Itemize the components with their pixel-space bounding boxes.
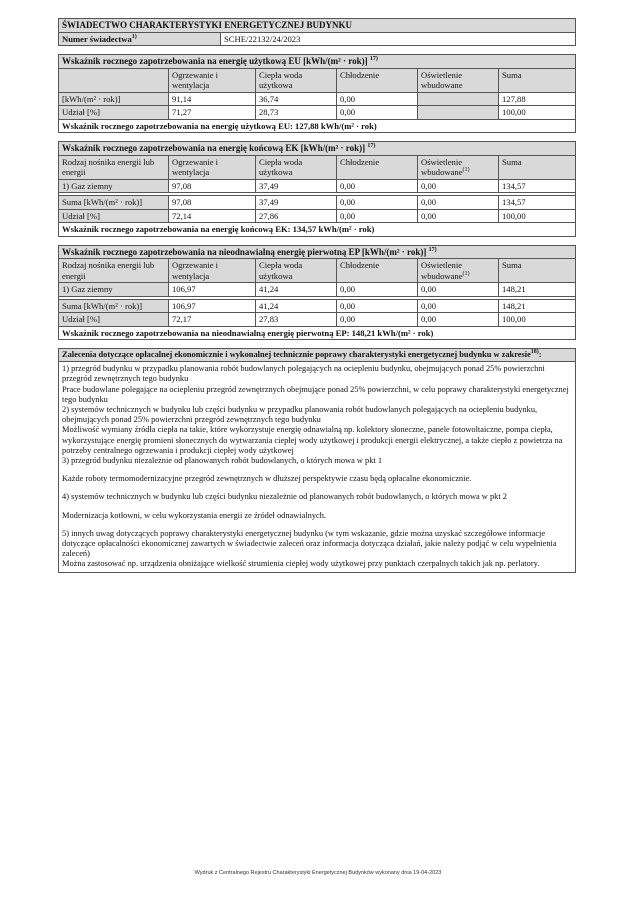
table-cell: 36,74 — [256, 92, 337, 106]
table-cell: Suma [kWh/(m² · rok)] — [59, 299, 169, 313]
ek-col-0: Rodzaj nośnika energii lub energii — [59, 155, 169, 179]
table-cell: 97,08 — [169, 179, 256, 193]
recommendations-body — [59, 362, 576, 572]
table-cell: 97,08 — [169, 196, 256, 210]
ek-summary: Wskaźnik rocznego zapotrzebowania na energię końcową EK: 134,57 kWh/(m² · rok) — [59, 223, 576, 237]
table-cell: 0,00 — [418, 299, 499, 313]
table-cell: 134,57 — [499, 179, 576, 193]
ek-row — [59, 179, 576, 193]
table-cell: 1) Gaz ziemny — [59, 283, 169, 297]
rec-item: Można zastosować np. urządzenia obniżające wielkość strumienia ciepłej wody użytkowej przy punktach czerpalnych takich jak np. perlatory. — [62, 559, 540, 569]
rec-item: 5) innych uwag dotyczących poprawy charakterystyki energetycznej budynku (w tym wskazanie, gdzie można uzyskać szczegółowe informacje dotyczące opłacalności ekonomicznej zawartych w świadectwie zaleceń oraz informacja dotycząca działań, jakie należy podjąć w celu wypełnienia zaleceń) — [62, 528, 557, 559]
table-cell: 71,27 — [169, 106, 256, 120]
document-title: ŚWIADECTWO CHARAKTERYSTYKI ENERGETYCZNEJ BUDYNKU — [59, 19, 576, 33]
ep-col-3: Chłodzenie — [337, 259, 418, 283]
table-cell: 0,00 — [337, 209, 418, 223]
ek-col-2: Ciepła woda użytkowa — [256, 155, 337, 179]
table-cell: 0,00 — [337, 179, 418, 193]
table-cell: 27,86 — [256, 209, 337, 223]
ek-table — [58, 141, 576, 237]
table-cell: 0,00 — [418, 196, 499, 210]
eu-summary: Wskaźnik rocznego zapotrzebowania na energię użytkową EU: 127,88 kWh/(m² · rok) — [59, 119, 576, 133]
table-cell: 134,57 — [499, 196, 576, 210]
table-cell: 127,88 — [499, 92, 576, 106]
ep-col-0: Rodzaj nośnika energii lub energii — [59, 259, 169, 283]
table-cell: 0,00 — [337, 313, 418, 327]
table-cell: 0,00 — [418, 283, 499, 297]
ek-row — [59, 209, 576, 223]
table-cell: 37,49 — [256, 179, 337, 193]
table-cell: 72,14 — [169, 209, 256, 223]
table-cell: 1) Gaz ziemny — [59, 179, 169, 193]
table-cell: 106,97 — [169, 283, 256, 297]
eu-table — [58, 54, 576, 133]
table-cell: 100,00 — [499, 106, 576, 120]
ek-header: Wskaźnik rocznego zapotrzebowania na energię końcową EK [kWh/(m² · rok)] $^{17)}$ — [59, 142, 576, 156]
cert-number-value: SCHE/22132/24/2023 — [221, 32, 576, 46]
table-cell: Suma [kWh/(m² · rok)] — [59, 196, 169, 210]
eu-col-3: Chłodzenie — [337, 68, 418, 92]
table-cell: 0,00 — [337, 196, 418, 210]
table-cell: 0,00 — [337, 283, 418, 297]
table-cell: 72,17 — [169, 313, 256, 327]
eu-col-4: Oświetlenie wbudowane — [418, 68, 499, 92]
table-cell: 28,73 — [256, 106, 337, 120]
table-cell: 100,00 — [499, 209, 576, 223]
table-cell: Udział [%] — [59, 209, 169, 223]
ep-table — [58, 245, 576, 341]
ep-col-5: Suma — [499, 259, 576, 283]
rec-item: Możliwość wymiany źródła ciepła na takie, które wykorzystuje energię odnawialną np. kolektory słoneczne, panele fotowoltaiczne, pompa ciepła, wykorzystujące energię promieni słonecznych do wytwarzania ciepłej wody użytkowej i produkcji energii elektrycznej, a także ciepło z powietrza na potrzeby centralnego ogrzewania i produkcji ciepłej wody użytkowej — [62, 425, 563, 455]
eu-col-2: Ciepła woda użytkowa — [256, 68, 337, 92]
eu-header: Wskaźnik rocznego zapotrzebowania na energię użytkową EU [kWh/(m² · rok)] $^{17)}$ — [59, 55, 576, 69]
table-cell — [418, 92, 499, 106]
eu-row — [59, 106, 576, 120]
rec-item: Każde roboty termomodernizacyjne przegród zewnętrznych w dłuższej perspektywie czasu będą opłacalne ekonomicznie. — [62, 474, 472, 484]
table-cell: 27,83 — [256, 313, 337, 327]
page-footer: Wydruk z Centralnego Rejestru Charakterystyki Energetycznej Budynków wykonany dnia 19-04-2023 — [194, 870, 442, 876]
certificate-page — [58, 18, 576, 573]
table-cell: Udział [%] — [59, 106, 169, 120]
table-cell: 100,00 — [499, 313, 576, 327]
table-cell: Udział [%] — [59, 313, 169, 327]
rec-item: Modernizacja kotłowni, w celu wykorzystania energii ze źródeł odnawialnych. — [62, 510, 327, 520]
table-cell — [418, 106, 499, 120]
recommendations-header: Zalecenia dotyczące opłacalnej ekonomicznie i wykonalnej technicznie poprawy charakterystyki energetycznej budynku w zakresie$^{18)}$: — [59, 349, 576, 362]
eu-col-0 — [59, 68, 169, 92]
recommendations-table — [58, 348, 576, 573]
table-cell: 0,00 — [337, 92, 418, 106]
ep-col-2: Ciepła woda użytkowa — [256, 259, 337, 283]
ep-col-4: Oświetlenie wbudowane$^{(1)}$ — [418, 259, 499, 283]
table-cell: 0,00 — [337, 106, 418, 120]
ep-row — [59, 299, 576, 313]
cert-number-label: Numer świadectwa$^{1)}$ — [59, 32, 221, 46]
eu-col-1: Ogrzewanie i wentylacja — [169, 68, 256, 92]
title-table — [58, 18, 576, 46]
rec-item: 3) przegród budynku niezależnie od planowanych robót budowlanych, o których mowa w pkt 1 — [62, 456, 383, 466]
rec-item: 1) przegród budynku w przypadku planowania robót budowlanych polegających na ociepleniu budynku, obejmujących ponad 25% powierzchni przegród zewnętrznych tego budynku — [62, 364, 545, 384]
table-cell: 37,49 — [256, 196, 337, 210]
ek-col-4: Oświetlenie wbudowane$^{(1)}$ — [418, 155, 499, 179]
table-cell: 0,00 — [418, 179, 499, 193]
ek-row — [59, 196, 576, 210]
ep-col-1: Ogrzewanie i wentylacja — [169, 259, 256, 283]
ep-summary: Wskaźnik rocznego zapotrzebowania na nieodnawialną energię pierwotną EP: 148,21 kWh/(m² · rok) — [59, 326, 576, 340]
rec-item: 2) systemów technicznych w budynku lub części budynku w przypadku planowania robót budowlanych polegających na ociepleniu budynku, obejmujących ponad 25% powierzchni przegród zewnętrznych tego budynku — [62, 405, 538, 425]
eu-col-5: Suma — [499, 68, 576, 92]
table-cell: 41,24 — [256, 299, 337, 313]
table-cell: 148,21 — [499, 283, 576, 297]
table-cell: 0,00 — [337, 299, 418, 313]
rec-item: 4) systemów technicznych w budynku lub części budynku niezależnie od planowanych robót budowlanych, o których mowa w pkt 2 — [62, 492, 507, 502]
table-cell: 0,00 — [418, 209, 499, 223]
ep-header: Wskaźnik rocznego zapotrzebowania na nieodnawialną energię pierwotną EP [kWh/(m² · rok)] $^{17)}$ — [59, 245, 576, 259]
ep-row — [59, 283, 576, 297]
table-cell: [kWh/(m² · rok)] — [59, 92, 169, 106]
table-cell: 91,14 — [169, 92, 256, 106]
table-cell: 106,97 — [169, 299, 256, 313]
ek-col-1: Ogrzewanie i wentylacja — [169, 155, 256, 179]
eu-row — [59, 92, 576, 106]
ep-row — [59, 313, 576, 327]
rec-item: Prace budowlane polegające na ociepleniu przegród zewnętrznych obejmujące ponad 25% powierzchni, w celu poprawy charakterystyki energetycznej tego budynku — [62, 384, 569, 404]
ek-col-5: Suma — [499, 155, 576, 179]
table-cell: 148,21 — [499, 299, 576, 313]
table-cell: 0,00 — [418, 313, 499, 327]
ek-col-3: Chłodzenie — [337, 155, 418, 179]
table-cell: 41,24 — [256, 283, 337, 297]
